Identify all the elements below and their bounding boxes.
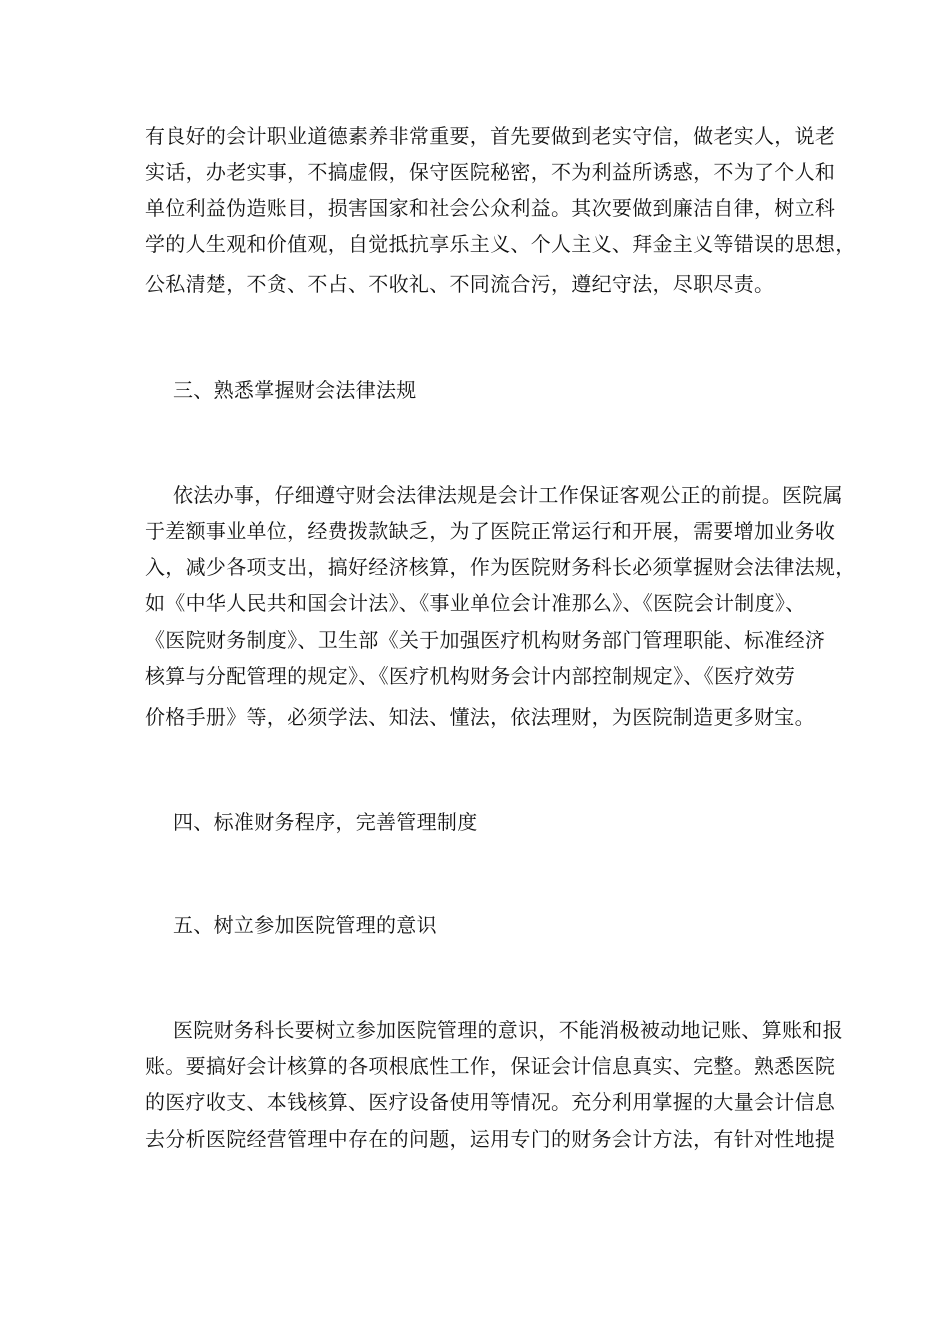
paragraph-2-line-2: 于差额事业单位，经费拨款缺乏，为了医院正常运行和开展，需要增加业务收 xyxy=(145,519,836,543)
paragraph-1-line-3: 单位利益伪造账目，损害国家和社会公众利益。其次要做到廉洁自律，树立科 xyxy=(145,196,836,220)
paragraph-3-line-3: 的医疗收支、本钱核算、医疗设备使用等情况。充分利用掌握的大量会计信息 xyxy=(145,1090,836,1114)
paragraph-2-line-7: 价格手册》等，必须学法、知法、懂法，依法理财，为医院制造更多财宝。 xyxy=(145,705,815,729)
paragraph-1-line-5: 公私清楚，不贪、不占、不收礼、不同流合污，遵纪守法，尽职尽责。 xyxy=(145,272,775,296)
paragraph-1-line-2: 实话，办老实事，不搞虚假，保守医院秘密，不为利益所诱惑，不为了个人和 xyxy=(145,160,836,184)
section-heading-5: 五、树立参加医院管理的意识 xyxy=(173,913,437,937)
paragraph-3-line-2: 账。要搞好会计核算的各项根底性工作，保证会计信息真实、完整。熟悉医院 xyxy=(145,1054,836,1078)
section-heading-4: 四、标准财务程序，完善管理制度 xyxy=(173,810,478,834)
paragraph-3-line-4: 去分析医院经营管理中存在的问题，运用专门的财务会计方法，有针对性地提 xyxy=(145,1127,836,1151)
paragraph-1-line-4: 学的人生观和价值观，自觉抵抗享乐主义、个人主义、拜金主义等错误的思想， xyxy=(145,232,856,256)
paragraph-2-line-3: 入，减少各项支出，搞好经济核算，作为医院财务科长必须掌握财会法律法规， xyxy=(145,555,856,579)
paragraph-2-line-5: 《医院财务制度》、卫生部《关于加强医疗机构财务部门管理职能、标准经济 xyxy=(145,628,826,652)
paragraph-2-line-6: 核算与分配管理的规定》、《医疗机构财务会计内部控制规定》、《医疗效劳 xyxy=(145,664,796,688)
section-heading-3: 三、熟悉掌握财会法律法规 xyxy=(173,378,417,402)
paragraph-2-line-4: 如《中华人民共和国会计法》、《事业单位会计准那么》、《医院会计制度》、 xyxy=(145,591,806,615)
paragraph-1-line-1: 有良好的会计职业道德素养非常重要，首先要做到老实守信，做老实人，说老 xyxy=(145,124,836,148)
paragraph-2-line-1: 依法办事，仔细遵守财会法律法规是会计工作保证客观公正的前提。医院属 xyxy=(173,483,843,507)
paragraph-3-line-1: 医院财务科长要树立参加医院管理的意识，不能消极被动地记账、算账和报 xyxy=(173,1018,843,1042)
